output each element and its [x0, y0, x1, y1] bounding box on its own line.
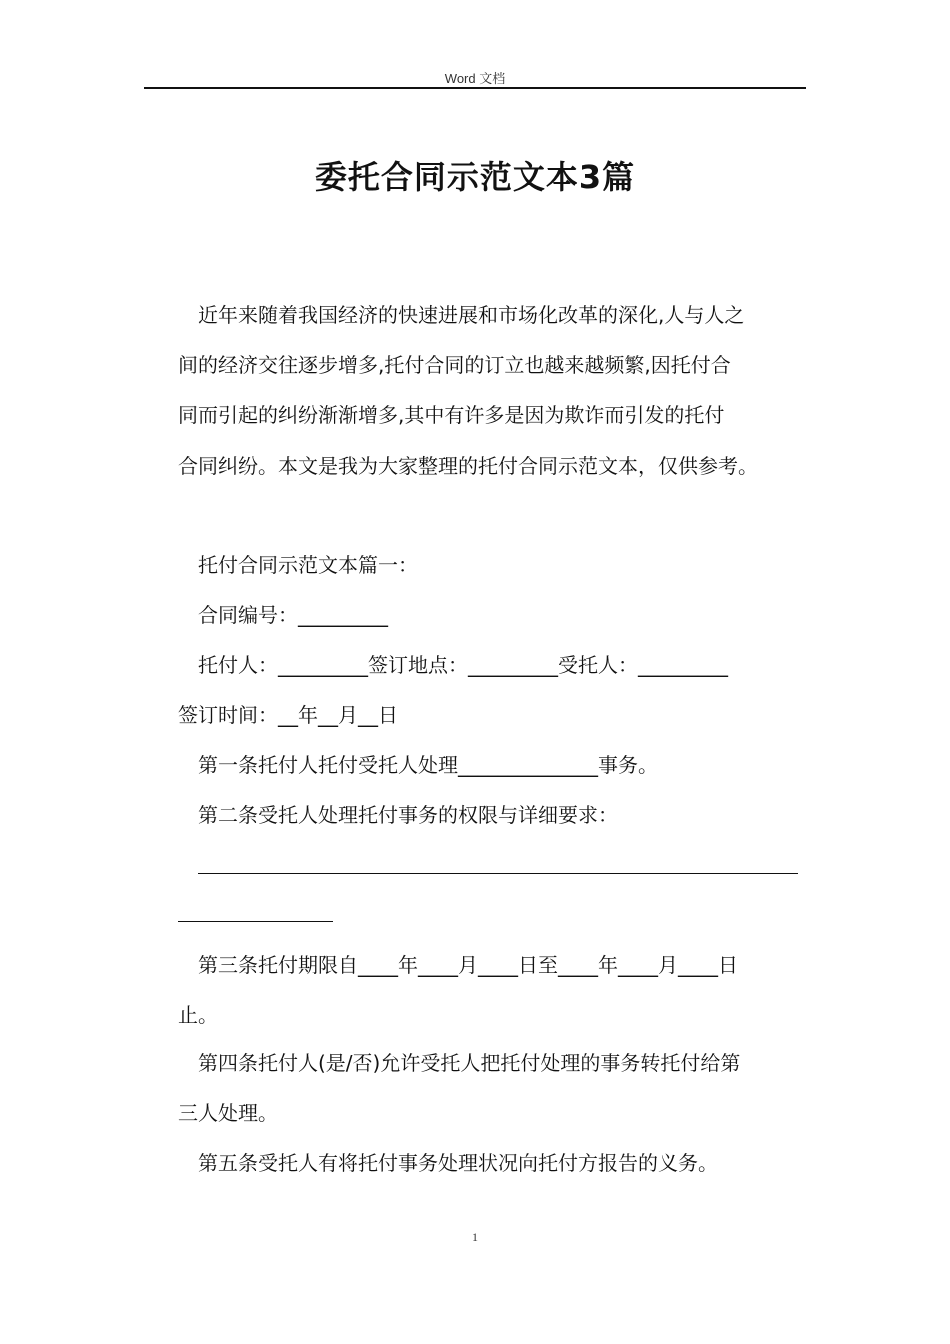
article-2: 第二条受托人处理托付事务的权限与详细要求： [198, 803, 618, 827]
article-4-line-1: 第四条托付人(是/否)允许受托人把托付处理的事务转托付给第 [198, 1051, 741, 1075]
intro-line-4: 合同纠纷。本文是我为大家整理的托付合同示范文本，仅供参考。 [178, 454, 758, 478]
fill-in-line-2 [178, 921, 333, 922]
sign-time-line: 签订时间：__年__月__日 [178, 703, 398, 727]
section-title: 托付合同示范文本篇一： [198, 553, 418, 577]
article-3-line-1: 第三条托付期限自____年____月____日至____年____月____日 [198, 953, 738, 977]
article-1: 第一条托付人托付受托人处理______________事务。 [198, 753, 658, 777]
article-3-line-2: 止。 [178, 1003, 218, 1027]
page-number: 1 [472, 1230, 478, 1244]
contract-number-line: 合同编号：_________ [198, 603, 388, 627]
intro-line-2: 间的经济交往逐步增多,托付合同的订立也越来越频繁,因托付合 [178, 353, 731, 377]
header-label: Word 文档 [444, 71, 506, 86]
header-rule [144, 87, 806, 89]
intro-line-1: 近年来随着我国经济的快速进展和市场化改革的深化,人与人之 [198, 303, 745, 327]
parties-line: 托付人：_________签订地点：_________受托人：_________ [198, 653, 728, 677]
article-5: 第五条受托人有将托付事务处理状况向托付方报告的义务。 [198, 1151, 718, 1175]
fill-in-line-1 [198, 873, 798, 874]
document-title: 委托合同示范文本3篇 [314, 158, 636, 196]
intro-line-3: 同而引起的纠纷渐渐增多,其中有许多是因为欺诈而引发的托付 [178, 403, 725, 427]
article-4-line-2: 三人处理。 [178, 1101, 278, 1125]
